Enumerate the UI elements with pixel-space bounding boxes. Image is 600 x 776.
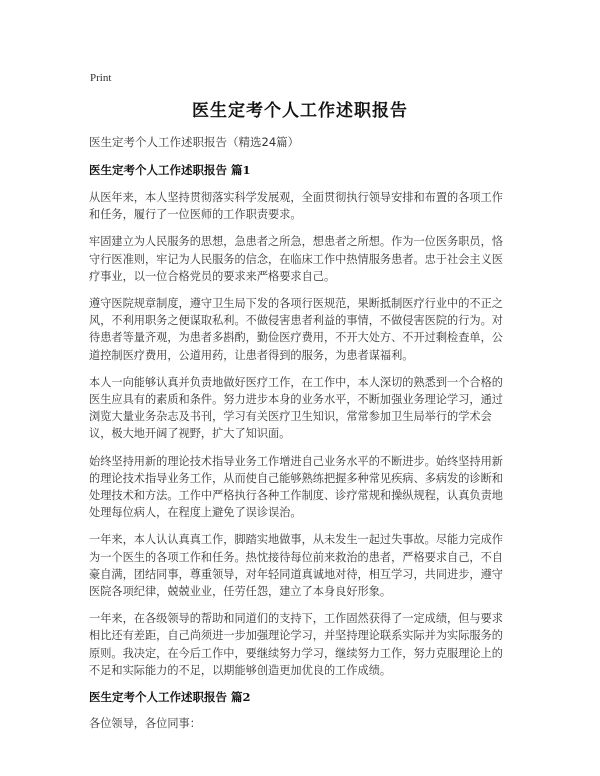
section-heading-1: 医生定考个人工作述职报告 篇1 bbox=[89, 163, 251, 177]
paragraph: 本人一向能够认真并负责地做好医疗工作，在工作中，本人深切的熟悉到一个合格的医生应具有的素质和条件。努力进步本身的业务水平，不断加强业务理论学习，通过浏览大量业务杂志及书刊，学习有关医疗卫生知识，常常参加卫生局举行的学术会议，极大地开阔了视野，扩大了知识面。 bbox=[89, 375, 503, 441]
document-subtitle: 医生定考个人工作述职报告（精选24篇） bbox=[89, 135, 300, 149]
print-link[interactable]: Print bbox=[90, 72, 112, 84]
paragraph: 牢固建立为人民服务的思想，急患者之所急，想患者之所想。作为一位医务职员，恪守行医准则，牢记为人民服务的信念，在临床工作中热情服务患者。忠于社会主义医疗事业，以一位合格党员的要求来严格要求自己。 bbox=[89, 235, 503, 283]
paragraph: 遵守医院规章制度，遵守卫生局下发的各项行医规范，果断抵制医疗行业中的不正之风，不利用职务之便谋取私利。不做侵害患者利益的事情，不做侵害医院的行为。对待患者等量齐观，为患者多斟酌，勤俭医疗费用，不开大处方、不开过剩检查单，公道控制医疗费用，公道用药，让患者得到的服务，为患者谋福利。 bbox=[89, 297, 503, 362]
greeting-line: 各位领导，各位同事： bbox=[89, 717, 201, 731]
document-body bbox=[89, 134, 507, 732]
paragraph: 一年来，在各级领导的帮助和同道们的支持下，工作固然获得了一定成绩，但与要求相比还有差距，自己尚须进一步加强理论学习，并坚持理论联系实际并为实际服务的原则。我决定，在今后工作中，要继续努力学习，继续努力工作，努力克服理论上的不足和实际能力的不足，以期能够创造更加优良的工作成绩。 bbox=[89, 612, 503, 677]
page-title: 医生定考个人工作述职报告 bbox=[192, 101, 408, 121]
paragraph: 始终坚持用新的理论技术指导业务工作增进自己业务水平的不断进步。始终坚持用新的理论技术指导业务工作，从而使自己能够熟练把握多种常见疾病、多病发的诊断和处理技术和方法。工作中严格执行各种工作制度、诊疗常规和操纵规程，认真负责地处理每位病人，在程度上避免了误诊误治。 bbox=[89, 454, 503, 520]
paragraph: 一年来，本人认认真真工作，脚踏实地做事，从未发生一起过失事故。尽能力完成作为一个医生的各项工作和任务。热忱接待每位前来救治的患者，严格要求自己，不自豪自满，团结同事，尊重领导，对年轻同道真诚地对待，相互学习，共同进步，遵守医院各项纪律，兢兢业业，任劳任怨，建立了本身良好形象。 bbox=[89, 533, 503, 599]
section-heading-2: 医生定考个人工作述职报告 篇2 bbox=[89, 690, 251, 705]
paragraph: 从医年来，本人坚持贯彻落实科学发展观，全面贯彻执行领导安排和布置的各项工作和任务，履行了一位医师的工作职责要求。 bbox=[89, 191, 503, 222]
